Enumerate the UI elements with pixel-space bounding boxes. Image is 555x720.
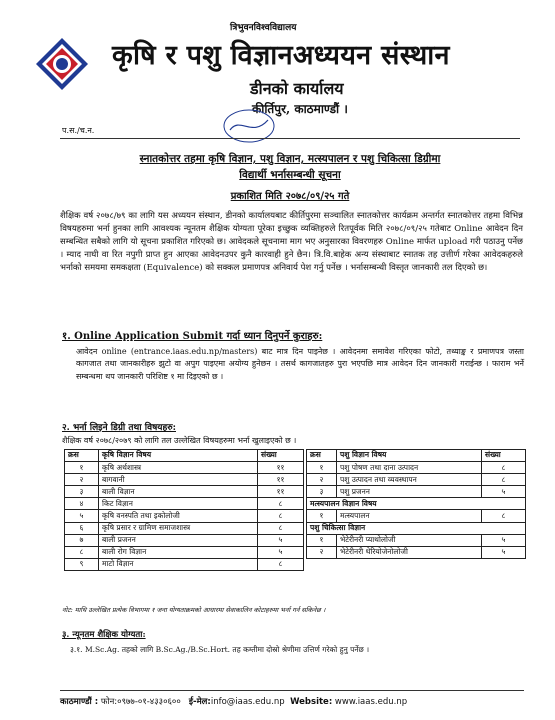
cell-seats: ५ [482,486,526,498]
column-header-sn: क्रस [307,450,337,462]
table-row [307,462,526,474]
table-row [65,474,304,486]
tu-emblem-icon [34,36,90,92]
cell-sn: ९ [65,558,99,570]
cell-sn: ३ [65,486,99,498]
footer-contact [60,697,524,708]
cell-sn: १ [307,462,337,474]
table-row [307,534,526,546]
footer-email: info@iaas.edu.np [210,697,285,707]
footer-email-label: ई-मेल: [188,697,211,707]
cell-subject: माटो विज्ञान [99,558,258,570]
cell-subject: मत्स्यपालन [337,510,482,522]
cell-subject: किट विज्ञान [99,498,258,510]
intro-paragraph: शैक्षिक वर्ष २०७८/७९ का लागि यस अध्ययन संस्थान, डीनको कार्यालयबाट कीर्तिपुरमा सञ्चालित स्नातकोत्तर कार्यक्रम अन्तर्गत स्नातकोत्तर तहमा विभिन्न विषयहरुमा भर्ना हुनका लागि आवश्यक न्यूनतम शैक्षिक योग्यता पूरेका इच्छुक व्यक्तिहरुले रितपूर्वक मिति २०७८/०९/२५ गतेबाट Online आवेदन दिन सम्बन्धित सबैको लागि यो सूचना प्रकाशित गरिएको छ। आवेदकले सूचनामा माग भए अनुसारका विवरणहरु Online मार्फत upload गरी पठाउनु पर्नेछ । म्याद नाघी वा रित नपुगी प्राप्त हुन आएका आवेदनउपर कुनै कारवाही हुने छैन। त्रि.वि.बाहेक अन्य संस्थाबाट स्नातक तह उत्तीर्ण गरेका आवेदकहरुले भर्नाको समयमा समकक्षता (Equivalence) को सक्कल प्रमाणपत्र अनिवार्य पेश गर्नु पर्नेछ । भर्नासम्बन्धी विस्तृत जानकारी तल दिएको छ। [60,211,523,273]
cell-sn: २ [307,474,337,486]
footer-phone: ०९७७-०१-४३३०६०० [117,697,181,707]
cell-subject: कृषि अर्थशास्त्र [99,462,258,474]
column-header-subject: कृषि विज्ञान विषय [99,450,258,462]
table-header-row [65,450,304,462]
table-row [65,558,304,570]
cell-subject: बाली प्रजनन [99,534,258,546]
reference-number: प.स./च.न. [62,126,95,135]
cell-seats: ११ [258,462,304,474]
column-header-sn: क्रस [65,450,99,462]
cell-sn: २ [65,474,99,486]
cell-subject: बागवानी [99,474,258,486]
table-row [65,486,304,498]
notice-title-line2: विद्यार्थी भर्नासम्बन्धी सूचना [239,168,341,181]
table-row [65,498,304,510]
cell-seats: ८ [482,510,526,522]
cell-sn: २ [307,546,337,558]
table-row [307,510,526,522]
footer-city: काठमाण्डौं : [60,697,99,707]
section-2-heading: २. भर्ना लिइने डिग्री तथा विषयहरु: [62,423,176,433]
cell-subject: कृषि प्रसार र ग्रामिण समाजशास्त्र [99,522,258,534]
cell-seats: ११ [258,474,304,486]
notice-title [60,152,520,184]
section-2-intro: शैक्षिक वर्ष २०७८/२०७९ को लागि तल उल्लेखित विषयहरुमा भर्ना खुलाइएको छ । [62,436,297,445]
cell-subject: भेटेरीनरी थेरियोजेनोलोजी [337,546,482,558]
cell-sn: ८ [65,546,99,558]
institute-name: कृषि र पशु विज्ञानअध्ययन संस्थान [112,40,450,71]
table-subheading-row [307,498,526,510]
column-header-subject: पशु विज्ञान विषय [337,450,482,462]
cell-sn: १ [307,510,337,522]
cell-subject: भेटेरीनरी प्याथोलोजी [337,534,482,546]
divider [60,138,520,139]
cell-seats: ८ [258,510,304,522]
cell-seats: ५ [258,534,304,546]
cell-seats: ५ [482,546,526,558]
section-1-heading: १. Online Application Submit गर्दा ध्यान दिनुपर्ने कुराहरु: [62,331,323,342]
letterhead [0,0,555,122]
office-name: डीनको कार्यालय [250,79,344,98]
cell-subject: बाली विज्ञान [99,486,258,498]
cell-seats: ८ [482,462,526,474]
table-row [65,462,304,474]
cell-sn: ७ [65,534,99,546]
table-header-row [307,450,526,462]
fisheries-heading: मत्स्यपालन विज्ञान विषय [307,498,526,510]
cell-seats: ५ [258,546,304,558]
cell-seats: ८ [258,522,304,534]
office-location: कीर्तिपुर, काठमाण्डौं । [252,102,348,116]
cell-subject: बाली रोग विज्ञान [99,546,258,558]
table-row [307,546,526,558]
university-name: त्रिभुवनविश्वविद्यालय [230,23,297,33]
cell-subject: पशु उत्पादन तथा व्यवस्थापन [337,474,482,486]
cell-subject: पशु प्रजनन [337,486,482,498]
cell-seats: ११ [258,486,304,498]
column-header-seats: संख्या [482,450,526,462]
footer-phone-label: फोन: [100,697,118,707]
table-row [65,546,304,558]
cell-sn: ४ [65,498,99,510]
cell-sn: ६ [65,522,99,534]
cell-sn: ५ [65,510,99,522]
column-header-seats: संख्या [258,450,304,462]
cell-seats: ५ [482,534,526,546]
cell-seats: ८ [258,558,304,570]
cell-subject: पशु पोषण तथा दाना उत्पादन [337,462,482,474]
agriculture-subjects-table [64,449,304,571]
table-row [65,522,304,534]
table-row [307,474,526,486]
cell-seats: ८ [482,474,526,486]
footer-website-label: Website: [290,697,333,707]
notice-title-line1: स्नातकोत्तर तहमा कृषि विज्ञान, पशु विज्ञान, मत्स्यपालन र पशु चिकित्सा डिग्रीमा [139,153,441,165]
cell-sn: १ [65,462,99,474]
section-3-heading: ३. न्यूनतम शैक्षिक योग्यता: [62,630,146,640]
footer-divider [60,690,524,691]
cell-subject: कृषि वनस्पति तथा इकोलोजी [99,510,258,522]
cell-sn: ३ [307,486,337,498]
footer-website: www.iaas.edu.np [334,697,408,707]
veterinary-heading: पशु चिकित्सा विज्ञान [307,522,526,534]
published-date: प्रकाशित मिति २०७८/०९/२५ गते [230,191,350,202]
table-row [65,510,304,522]
section-1-body: आवेदन online (entrance.iaas.edu.np/masters) बाट मात्र दिन पाइनेछ । आवेदनमा समावेश गरिएका फोटो, तथ्याङ्क र प्रमाणपत्र जस्ता कागजात तथा जानकारीहरु झुटो वा अपुग पाइएमा अयोग्य हुनेछन । तसर्थ कागजातहरु पुरा भएपछि मात्र आवेदन दिन जानकारी गराईन्छ । फाराम भर्ने सम्बन्धमा थप जानकारी परिशिष्ट १ मा दिइएको छ । [76,347,524,381]
table-row [65,534,304,546]
table-row [307,486,526,498]
quota-note: नोट: माथि उल्लेखित प्रत्येक विभागमा १ जना योग्यताक्रमको आधारमा सेवाकालिन कोटाहरुमा भर्ना गर्न सकिनेछ । [62,606,326,614]
section-3-body: ३.१. M.Sc.Ag. तहको लागि B.Sc.Ag./B.Sc.Hort. तह कम्तीमा दोस्रो श्रेणीमा उत्तिर्ण गरेको हुनु पर्नेछ । [70,645,370,654]
cell-seats: ८ [258,498,304,510]
table-subheading-row [307,522,526,534]
cell-sn: १ [307,534,337,546]
animal-science-subjects-table [306,449,526,559]
